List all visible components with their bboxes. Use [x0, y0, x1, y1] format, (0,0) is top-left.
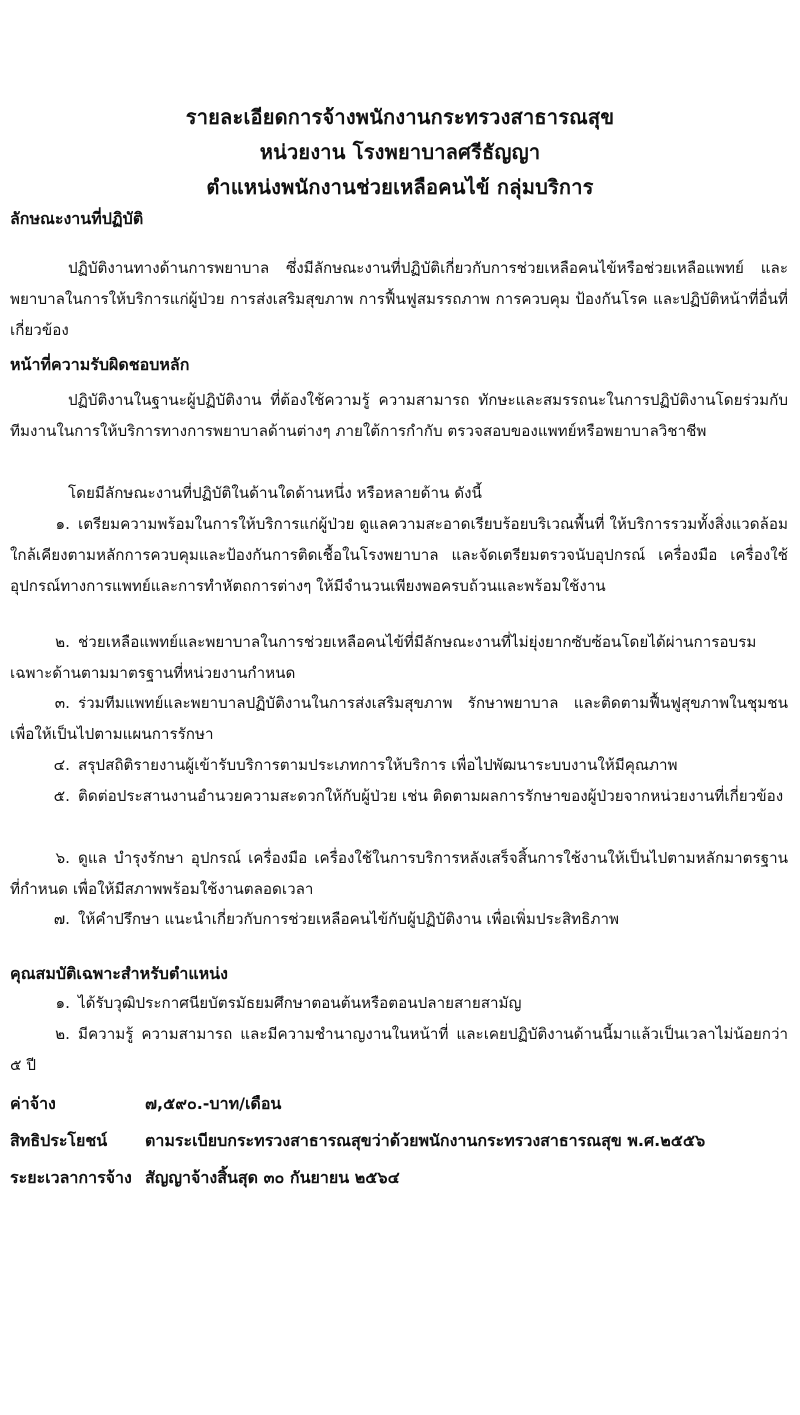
duty-text: ให้คำปรึกษา แนะนำเกี่ยวกับการช่วยเหลือคนไข้กับผู้ปฏิบัติงาน เพื่อเพิ่มประสิทธิภาพ: [78, 910, 619, 928]
duty-text: ร่วมทีมแพทย์และพยาบาลปฏิบัติงานในการส่งเสริมสุขภาพ รักษาพยาบาล และติดตามฟื้นฟูสุขภาพในชุมชน เพื่อให้เป็นไปตามแผนการรักษา: [10, 694, 788, 743]
qualification-text: ได้รับวุฒิประกาศนียบัตรมัธยมศึกษาตอนต้นหรือตอนปลายสายสามัญ: [78, 994, 522, 1012]
duty-item: [10, 688, 788, 750]
benefit-label: สิทธิประโยชน์: [10, 1131, 108, 1150]
header-agency: หน่วยงาน โรงพยาบาลศรีธัญญา: [259, 140, 541, 164]
duties-intro-body: ปฏิบัติงานในฐานะผู้ปฏิบัติงาน ที่ต้องใช้ความรู้ ความสามารถ ทักษะและสมรรถนะในการปฏิบัติงานโดยร่วมกับทีมงานในการให้บริการทางการพยาบาลด้านต่างๆ ภายใต้การกำกับ ตรวจสอบของแพทย์หรือพยาบาลวิชาชีพ: [10, 391, 788, 440]
header-title: รายละเอียดการจ้างพนักงานกระทรวงสาธารณสุข: [185, 105, 615, 129]
duties-lead-body: โดยมีลักษณะงานที่ปฏิบัติในด้านใดด้านหนึ่ง หรือหลายด้าน ดังนี้: [68, 484, 482, 502]
duty-item: [10, 781, 788, 812]
duty-num: ๗.: [53, 910, 70, 928]
job-nature-body: ปฏิบัติงานทางด้านการพยาบาล ซึ่งมีลักษณะงานที่ปฏิบัติเกี่ยวกับการช่วยเหลือคนไข้หรือช่วยเหลือแพทย์ และพยาบาลในการให้บริการแก่ผู้ป่วย การส่งเสริมสุขภาพ การฟื้นฟูสมรรถภาพ การควบคุม ป้องกันโรค และปฏิบัติหน้าที่อื่นที่เกี่ยวข้อง: [10, 259, 788, 339]
header-position: ตำแหน่งพนักงานช่วยเหลือคนไข้ กลุ่มบริการ: [206, 175, 594, 199]
duties-intro: [10, 385, 788, 447]
duties-lead: [10, 478, 788, 509]
duty-item: [10, 509, 788, 602]
wage-row: [10, 1092, 281, 1117]
period-label: ระยะเวลาการจ้าง: [10, 1168, 132, 1187]
wage-value: ๗,๕๙๐.-บาท/เดือน: [145, 1094, 282, 1113]
duty-text: ช่วยเหลือแพทย์และพยาบาลในการช่วยเหลือคนไข้ที่มีลักษณะงานที่ไม่ยุ่งยากซับซ้อนโดยได้ผ่านการอบรมเฉพาะด้านตามมาตรฐานที่หน่วยงานกำหนด: [10, 633, 757, 682]
benefit-value: ตามระเบียบกระทรวงสาธารณสุขว่าด้วยพนักงานกระทรวงสาธารณสุข พ.ศ.๒๕๕๖: [145, 1131, 706, 1150]
duty-item: [10, 627, 788, 689]
duty-num: ๓.: [54, 694, 70, 712]
period-value: สัญญาจ้างสิ้นสุด ๓๐ กันยายน ๒๕๖๔: [145, 1168, 400, 1187]
duty-num: ๕.: [53, 787, 70, 805]
document-header: [0, 100, 800, 205]
duty-item: [10, 843, 788, 905]
duty-item: [10, 750, 788, 781]
duty-num: ๑.: [55, 515, 70, 533]
duty-text: เตรียมความพร้อมในการให้บริการแก่ผู้ป่วย ดูแลความสะอาดเรียบร้อยบริเวณพื้นที่ ให้บริการรวมทั้งสิ่งแวดล้อมใกล้เคียงตามหลักการควบคุมและป้องกันการติดเชื้อในโรงพยาบาล และจัดเตรียมตรวจนับอุปกรณ์ เครื่องมือ เครื่องใช้ อุปกรณ์ทางการแพทย์และการทำหัตถการต่างๆ ให้มีจำนวนเพียงพอครบถ้วนและพร้อมใช้งาน: [10, 515, 788, 595]
qualifications-title: คุณสมบัติเฉพาะสำหรับตำแหน่ง: [10, 964, 228, 983]
qualification-num: ๑.: [55, 994, 70, 1012]
qualification-num: ๒.: [55, 1025, 70, 1043]
job-nature-title: ลักษณะงานที่ปฏิบัติ: [10, 209, 144, 228]
duty-num: ๒.: [55, 633, 70, 651]
benefit-row: [10, 1129, 705, 1154]
qualification-text: มีความรู้ ความสามารถ และมีความชำนาญงานในหน้าที่ และเคยปฏิบัติงานด้านนี้มาแล้วเป็นเวลาไม่น้อยกว่า ๕ ปี: [10, 1025, 788, 1074]
qualification-item: [10, 1019, 788, 1081]
duties-title: หน้าที่ความรับผิดชอบหลัก: [10, 355, 190, 374]
duty-text: ดูแล บำรุงรักษา อุปกรณ์ เครื่องมือ เครื่องใช้ในการบริการหลังเสร็จสิ้นการใช้งานให้เป็นไปตามหลักมาตรฐานที่กำหนด เพื่อให้มีสภาพพร้อมใช้งานตลอดเวลา: [10, 849, 788, 898]
duty-num: ๖.: [55, 849, 70, 867]
duty-text: สรุปสถิติรายงานผู้เข้ารับบริการตามประเภทการให้บริการ เพื่อไปพัฒนาระบบงานให้มีคุณภาพ: [78, 756, 678, 774]
duty-text: ติดต่อประสานงานอำนวยความสะดวกให้กับผู้ป่วย เช่น ติดตามผลการรักษาของผู้ป่วยจากหน่วยงานที่เกี่ยวข้อง: [78, 787, 784, 805]
wage-label: ค่าจ้าง: [10, 1094, 56, 1113]
period-row: [10, 1166, 400, 1191]
duty-num: ๔.: [53, 756, 70, 774]
duty-item: [10, 904, 788, 935]
qualification-item: [10, 988, 788, 1019]
job-nature-text: [10, 253, 788, 346]
